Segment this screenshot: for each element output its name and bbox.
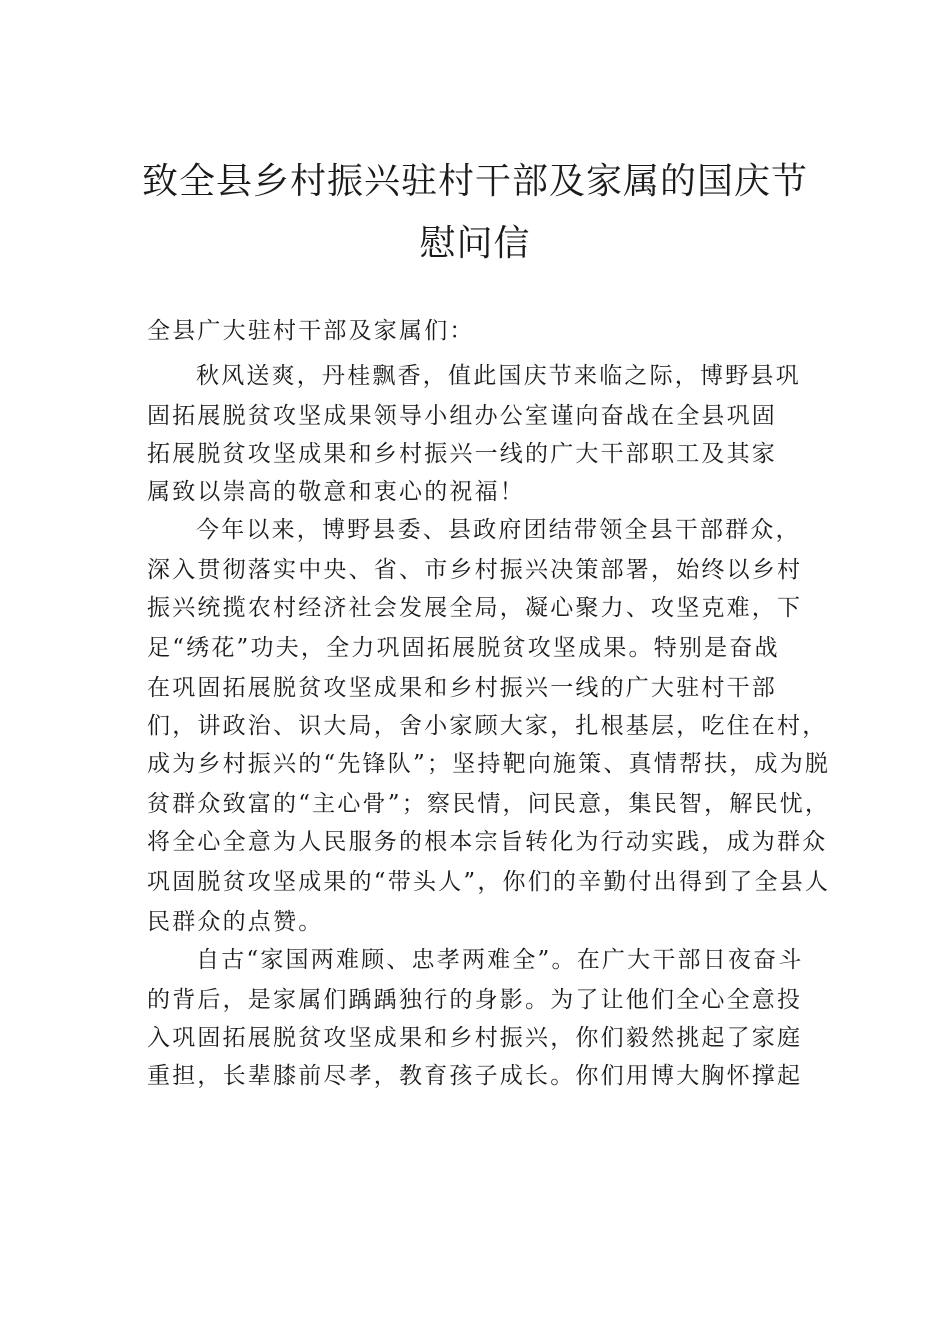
body-line: 在巩固拓展脱贫攻坚成果和乡村振兴一线的广大驻村干部 — [147, 675, 777, 701]
body-line: 今年以来，博野县委、县政府团结带领全县干部群众， — [196, 517, 801, 543]
body-line: 们，讲政治、识大局，舍小家顾大家，扎根基层，吃住在村， — [147, 713, 828, 739]
body-line: 拓展脱贫攻坚成果和乡村振兴一线的广大干部职工及其家 — [147, 441, 777, 467]
body-line: 振兴统揽农村经济社会发展全局，凝心聚力、攻坚克难，下 — [147, 595, 803, 621]
body-line: 贫群众致富的“主心骨”；察民情，问民意，集民智，解民忧， — [147, 791, 831, 817]
letter-title-line-1: 致全县乡村振兴驻村干部及家属的国庆节 — [141, 161, 808, 202]
body-line: 巩固脱贫攻坚成果的“带头人”，你们的辛勤付出得到了全县人 — [147, 869, 831, 895]
body-line: 成为乡村振兴的“先锋队”；坚持靶向施策、真情帮扶，成为脱 — [147, 751, 831, 777]
letter-title-line-2: 慰问信 — [419, 223, 531, 264]
body-line: 固拓展脱贫攻坚成果领导小组办公室谨向奋战在全县巩固 — [147, 403, 777, 429]
body-line: 深入贯彻落实中央、省、市乡村振兴决策部署，始终以乡村 — [147, 557, 803, 583]
body-line: 足“绣花”功夫，全力巩固拓展脱贫攻坚成果。特别是奋战 — [147, 635, 780, 661]
body-line: 的背后，是家属们踽踽独行的身影。为了让他们全心全意投 — [147, 987, 803, 1013]
salutation: 全县广大驻村干部及家属们： — [147, 318, 475, 344]
body-line: 重担，长辈膝前尽孝，教育孩子成长。你们用博大胸怀撑起 — [147, 1063, 803, 1089]
body-line: 秋风送爽，丹桂飘香，值此国庆节来临之际，博野县巩 — [196, 363, 801, 389]
body-line: 自古“家国两难顾、忠孝两难全”。在广大干部日夜奋斗 — [196, 947, 804, 973]
body-line: 将全心全意为人民服务的根本宗旨转化为行动实践，成为群众 — [147, 829, 828, 855]
body-line: 属致以崇高的敬意和衷心的祝福！ — [147, 479, 525, 505]
body-line: 民群众的点赞。 — [147, 909, 324, 935]
body-line: 入巩固拓展脱贫攻坚成果和乡村振兴，你们毅然挑起了家庭 — [147, 1025, 803, 1051]
